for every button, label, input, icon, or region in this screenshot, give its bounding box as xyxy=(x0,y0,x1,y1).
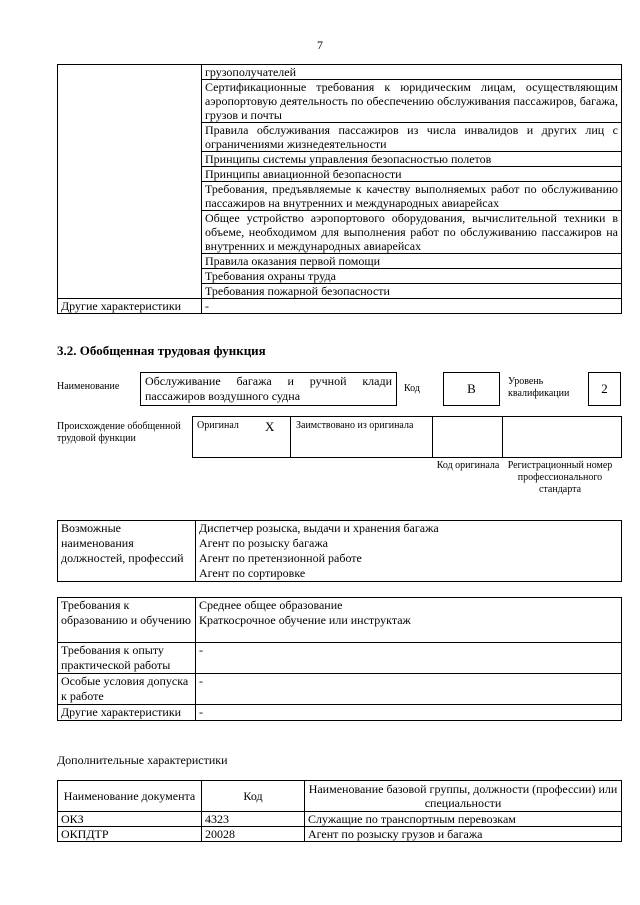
knowledge-row: Требования охраны труда xyxy=(202,269,622,284)
origin-divider xyxy=(502,417,503,457)
knowledge-row: Требования пожарной безопасности xyxy=(202,284,622,299)
borrowed-label: Заимствовано из оригинала xyxy=(296,420,414,431)
knowledge-row: Принципы авиационной безопасности xyxy=(202,167,622,182)
name-value: Обслуживание багажа и ручной клади пассажиров воздушного судна xyxy=(140,372,397,406)
knowledge-row: Принципы системы управления безопасностью полетов xyxy=(202,152,622,167)
knowledge-row: Правила оказания первой помощи xyxy=(202,254,622,269)
header-group: Наименование базовой группы, должности (профессии) или специальности xyxy=(305,781,622,812)
knowledge-label-cell xyxy=(58,65,202,299)
table-row xyxy=(58,812,622,827)
other-characteristics-value: - xyxy=(202,299,622,314)
level-label: Уровень квалификации xyxy=(508,376,570,399)
doc-cell: ОКПДТР xyxy=(58,827,202,842)
original-label: Оригинал xyxy=(197,420,239,431)
admission-value: - xyxy=(196,674,622,705)
additional-title: Дополнительные характеристики xyxy=(57,753,228,767)
knowledge-row: грузополучателей xyxy=(202,65,622,80)
position-item: Агент по сортировке xyxy=(199,566,306,580)
education-item: Среднее общее образование xyxy=(199,598,343,612)
group-cell: Служащие по транспортным перевозкам xyxy=(305,812,622,827)
header-document: Наименование документа xyxy=(58,781,202,812)
group-cell: Агент по розыску грузов и багажа xyxy=(305,827,622,842)
table-row xyxy=(58,827,622,842)
section-title: 3.2. Обобщенная трудовая функция xyxy=(57,343,266,358)
knowledge-row: Сертификационные требования к юридическим лицам, осуществляющим аэропортовую деятельность по обеспечению обслуживания пассажиров, багажа, грузов и почты xyxy=(202,80,622,123)
position-item: Диспетчер розыска, выдачи и хранения багажа xyxy=(199,521,439,535)
education-label: Требования к образованию и обучению xyxy=(58,598,196,643)
origin-divider xyxy=(290,417,291,457)
experience-value: - xyxy=(196,643,622,674)
education-values xyxy=(196,598,622,643)
original-mark: X xyxy=(265,419,275,434)
doc-cell: ОКЗ xyxy=(58,812,202,827)
code-value: B xyxy=(443,372,500,406)
requirements-table xyxy=(57,597,622,721)
code-cell: 20028 xyxy=(202,827,305,842)
code-cell: 4323 xyxy=(202,812,305,827)
header-code: Код xyxy=(202,781,305,812)
other-characteristics-label: Другие характеристики xyxy=(58,299,202,314)
name-label: Наименование xyxy=(57,381,120,392)
positions-table xyxy=(57,520,622,582)
other-value: - xyxy=(196,705,622,721)
level-value: 2 xyxy=(588,372,621,406)
knowledge-row: Общее устройство аэропортового оборудования, вычислительной техники в объеме, необходимом для выполнения работ по обслуживанию пассажиров на внутренних и международных авиарейсах xyxy=(202,211,622,254)
knowledge-row: Требования, предъявляемые к качеству выполняемых работ по обслуживанию пассажиров на внутренних и международных авиарейсах xyxy=(202,182,622,211)
page-number: 7 xyxy=(317,38,323,52)
education-item: Краткосрочное обучение или инструктаж xyxy=(199,613,411,627)
knowledge-row: Правила обслуживания пассажиров из числа инвалидов и других лиц с ограничениями жизнедеятельности xyxy=(202,123,622,152)
experience-label: Требования к опыту практической работы xyxy=(58,643,196,674)
code-label: Код xyxy=(404,383,420,394)
origin-label: Происхождение обобщенной трудовой функции xyxy=(57,421,181,444)
origin-box xyxy=(192,416,622,458)
position-item: Агент по розыску багажа xyxy=(199,536,328,550)
knowledge-table xyxy=(57,64,622,314)
additional-table xyxy=(57,780,622,842)
positions-list xyxy=(196,521,622,582)
code-original-label: Код оригинала xyxy=(436,460,500,471)
position-item: Агент по претензионной работе xyxy=(199,551,362,565)
other-label: Другие характеристики xyxy=(58,705,196,721)
positions-label: Возможные наименования должностей, профессий xyxy=(58,521,196,582)
origin-divider xyxy=(432,417,433,457)
reg-number-label: Регистрационный номер профессионального стандарта xyxy=(507,460,613,495)
admission-label: Особые условия допуска к работе xyxy=(58,674,196,705)
